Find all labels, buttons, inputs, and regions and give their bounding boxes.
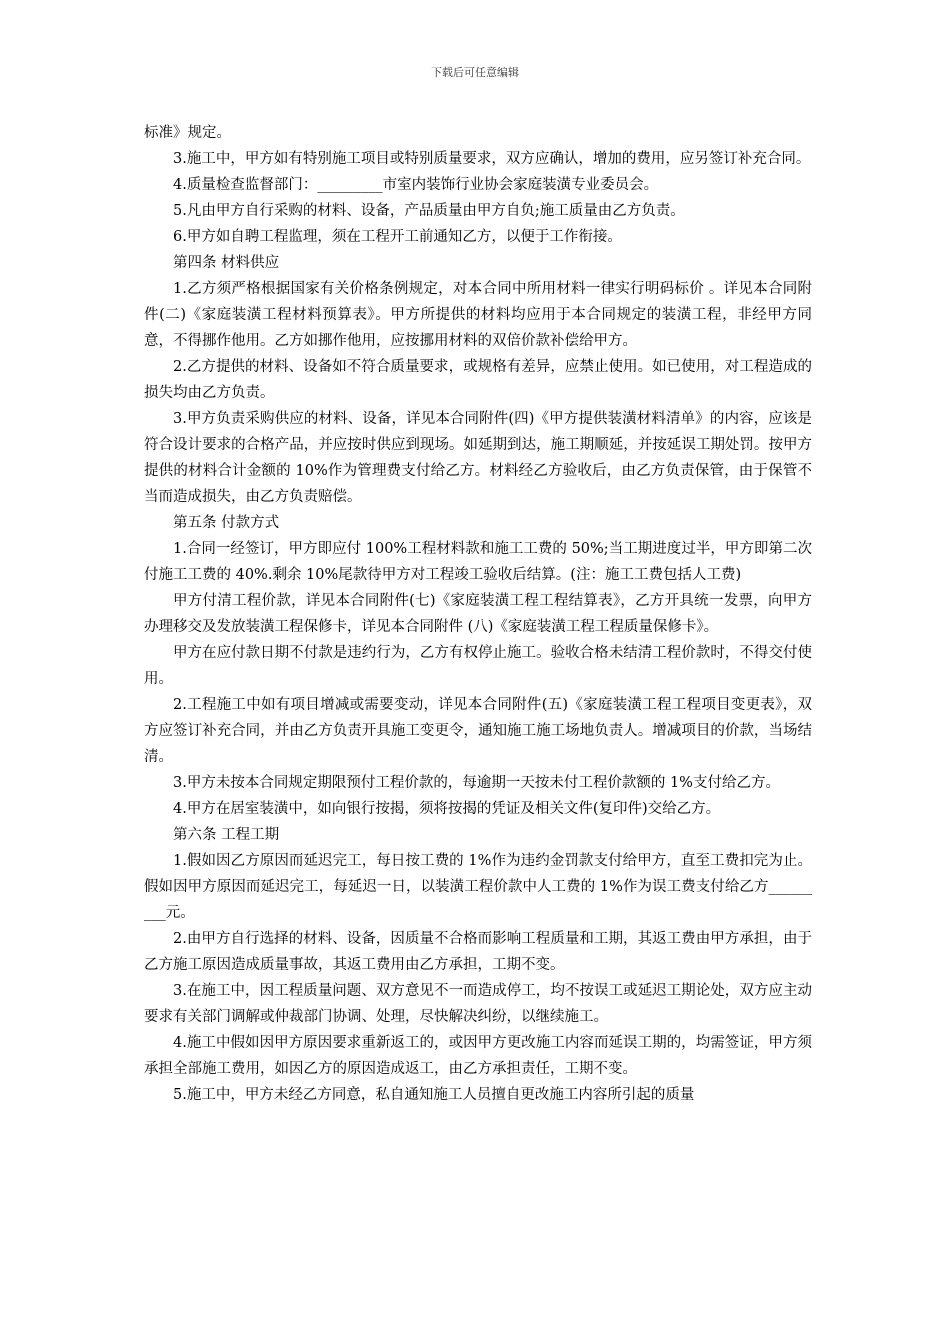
paragraph: 4.质量检查监督部门：_________市室内装饰行业协会家庭装潢专业委员会。 bbox=[173, 177, 659, 193]
paragraph: 2.乙方提供的材料、设备如不符合质量要求，或规格有差异，应禁止使用。如已使用，对工程造成的损失均由乙方负责。 bbox=[144, 359, 812, 401]
paragraph: 2.工程施工中如有项目增减或需要变动，详见本合同附件(五)《家庭装潢工程工程项目变更表》，双方应签订补充合同，并由乙方负责开具施工变更令，通知施工施工场地负责人。增减项目的价款，当场结清。 bbox=[144, 697, 812, 765]
paragraph: 5.凡由甲方自行采购的材料、设备，产品质量由甲方自负;施工质量由乙方负责。 bbox=[173, 203, 685, 219]
paragraph: 1.合同一经签订，甲方即应付 100%工程材料款和施工工费的 50%;当工期进度过半，甲方即第二次付施工工费的 40%.剩余 10%尾款待甲方对工程竣工验收后结算。(注：施工工费包括人工费) bbox=[144, 541, 812, 583]
paragraph: 3.在施工中，因工程质量问题、双方意见不一而造成停工，均不按误工或延迟工期论处，双方应主动要求有关部门调解或仲裁部门协调、处理，尽快解决纠纷，以继续施工。 bbox=[144, 983, 812, 1025]
section-heading: 第六条 工程工期 bbox=[173, 827, 280, 843]
paragraph: 1.假如因乙方原因而延迟完工，每日按工费的 1%作为违约金罚款支付给甲方，直至工费扣完为止。假如因甲方原因而延迟完工，每延迟一日，以装潢工程价款中人工费的 1%作为误工费支付给乙方_________元。 bbox=[144, 853, 812, 921]
section-heading: 第四条 材料供应 bbox=[173, 255, 280, 271]
paragraph: 3.甲方未按本合同规定期限预付工程价款的，每逾期一天按未付工程价款额的 1%支付给乙方。 bbox=[173, 775, 780, 791]
section-heading: 第五条 付款方式 bbox=[173, 515, 280, 531]
page-header-note: 下载后可任意编辑 bbox=[431, 66, 519, 79]
paragraph: 甲方付清工程价款，详见本合同附件(七)《家庭装潢工程工程结算表》，乙方开具统一发票，向甲方办理移交及发放装潢工程保修卡，详见本合同附件 (八)《家庭装潢工程工程质量保修卡》。 bbox=[144, 593, 812, 635]
paragraph: 6.甲方如自聘工程监理，须在工程开工前通知乙方，以便于工作衔接。 bbox=[173, 229, 622, 245]
paragraph: 4.施工中假如因甲方原因要求重新返工的，或因甲方更改施工内容而延误工期的，均需签证，甲方须承担全部施工费用，如因乙方的原因造成返工，由乙方承担责任，工期不变。 bbox=[144, 1035, 812, 1077]
paragraph: 1.乙方须严格根据国家有关价格条例规定，对本合同中所用材料一律实行明码标价 。详见本合同附件(二)《家庭装潢工程材料预算表》。甲方所提供的材料均应用于本合同规定的装潢工程，非经甲方同意，不得挪作他用。乙方如挪作他用，应按挪用材料的双倍价款补偿给甲方。 bbox=[144, 281, 812, 349]
paragraph: 3.施工中，甲方如有特别施工项目或特别质量要求，双方应确认，增加的费用，应另签订补充合同。 bbox=[173, 151, 811, 167]
paragraph: 4.甲方在居室装潢中，如向银行按揭，须将按揭的凭证及相关文件(复印件)交给乙方。 bbox=[173, 801, 721, 817]
paragraph: 甲方在应付款日期不付款是违约行为，乙方有权停止施工。验收合格未结清工程价款时，不得交付使用。 bbox=[144, 645, 812, 687]
paragraph: 标准》规定。 bbox=[144, 125, 231, 141]
paragraph: 2.由甲方自行选择的材料、设备，因质量不合格而影响工程质量和工期，其返工费由甲方承担，由于乙方施工原因造成质量事故，其返工费用由乙方承担，工期不变。 bbox=[144, 931, 812, 973]
paragraph: 5.施工中，甲方未经乙方同意，私自通知施工人员擅自更改施工内容所引起的质量 bbox=[173, 1087, 695, 1103]
document-body bbox=[144, 120, 812, 1108]
paragraph: 3.甲方负责采购供应的材料、设备，详见本合同附件(四)《甲方提供装潢材料清单》的内容，应该是符合设计要求的合格产品，并应按时供应到现场。如延期到达，施工期顺延，并按延误工期处罚。按甲方提供的材料合计金额的 10%作为管理费支付给乙方。材料经乙方验收后，由乙方负责保管，由于保管不当而造成损失，由乙方负责赔偿。 bbox=[144, 411, 812, 505]
